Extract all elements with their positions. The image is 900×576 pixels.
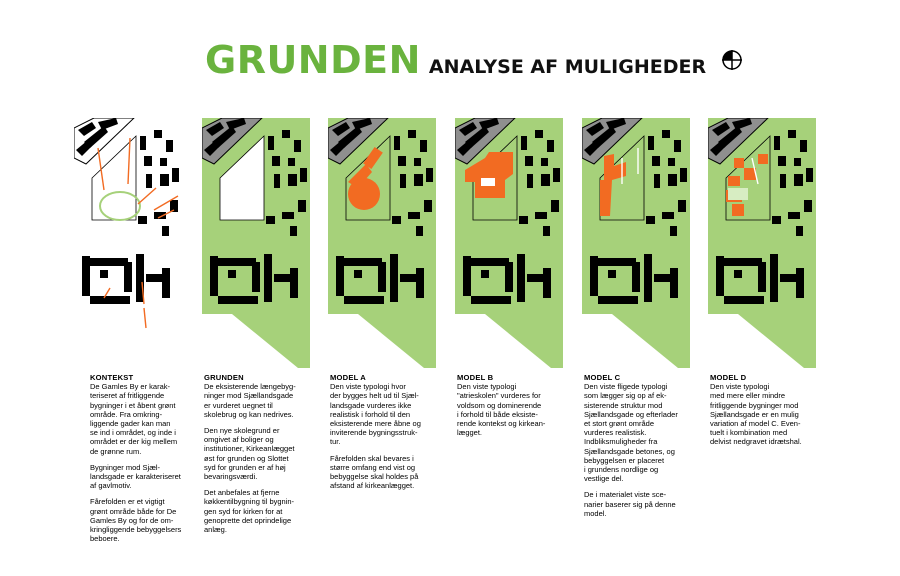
building <box>100 270 108 278</box>
column-paragraph: Fårefolden skal bevares i større omfang end vist og bebyggelse skal holdes på afstand af kirkeanlægget. <box>330 453 419 491</box>
building <box>282 212 294 219</box>
column-paragraph: Det anbefales at fjerne køkkentilbygning til bygnin- gen syd for kirken for at genoprette det oprindelige anlæg. <box>204 488 295 535</box>
column-paragraph: Den viste typologi hvor der bygges helt ud til Sjæl- landsgade vurderes ikke realistisk i forhold til den eksisterende mere åbne og inviterende bygningsstruk- tur. <box>330 382 421 447</box>
building <box>590 256 598 296</box>
building <box>644 254 652 302</box>
title-sub: ANALYSE AF MULIGHEDER <box>428 56 707 78</box>
building <box>662 212 674 219</box>
view-arrow <box>128 138 130 184</box>
sunken-sports-hall <box>728 188 748 200</box>
building <box>82 256 90 296</box>
building <box>804 200 812 212</box>
building <box>598 296 638 304</box>
site-plan-grunden <box>202 118 310 368</box>
site-plan-model-b <box>455 118 563 368</box>
building <box>414 158 421 166</box>
building <box>146 174 152 188</box>
view-arrow <box>138 188 156 204</box>
proposed-building <box>348 178 380 210</box>
building <box>527 174 533 188</box>
building <box>652 156 660 166</box>
building <box>390 254 398 302</box>
building <box>344 258 382 266</box>
building <box>162 268 170 298</box>
building <box>670 226 677 236</box>
building <box>288 158 295 166</box>
building <box>678 200 686 212</box>
building <box>780 274 798 282</box>
building <box>288 174 297 186</box>
building <box>527 274 545 282</box>
building <box>252 262 260 292</box>
column-heading: GRUNDEN <box>204 373 244 382</box>
building <box>794 174 803 186</box>
building <box>90 296 130 304</box>
column-paragraph: Den viste typologi med mere eller mindre fritliggende bygninger mod Sjællandsgade er en mulig variation af model C. Even- tuelt i kombination med delvist nedgravet idrætshal. <box>710 382 802 447</box>
column-heading: MODEL D <box>710 373 747 382</box>
building <box>806 168 813 182</box>
column-paragraph: Bygninger mod Sjæl- landsgade er karakteriseret af gavlmotiv. <box>90 462 181 491</box>
building <box>547 140 554 152</box>
building <box>646 216 655 224</box>
building <box>670 268 678 298</box>
building <box>408 212 420 219</box>
building <box>535 212 547 219</box>
site-plan-model-c <box>582 118 690 368</box>
building <box>463 256 471 296</box>
building <box>300 168 307 182</box>
building <box>654 274 672 282</box>
building <box>598 258 636 266</box>
building <box>632 262 640 292</box>
column-paragraph: De eksisterende længebyg- ninger mod Sjællandsgade er vurderet uegnet til skolebrug og kan nedrives. <box>204 382 296 419</box>
text-column-model-b <box>457 373 581 444</box>
site-plan-model-d <box>708 118 816 368</box>
column-heading: MODEL C <box>584 373 621 382</box>
building <box>146 274 164 282</box>
building <box>772 216 781 224</box>
building <box>471 258 509 266</box>
building <box>778 156 786 166</box>
building <box>543 226 550 236</box>
building <box>392 216 401 224</box>
building <box>416 268 424 298</box>
building <box>517 254 525 302</box>
building <box>264 254 272 302</box>
building <box>290 268 298 298</box>
building <box>290 226 297 236</box>
building <box>551 200 559 212</box>
building <box>162 226 169 236</box>
building <box>654 174 660 188</box>
text-column-model-d <box>710 373 834 454</box>
building <box>144 156 152 166</box>
building <box>788 130 796 138</box>
building <box>521 136 527 150</box>
site-plan-model-a <box>328 118 436 368</box>
building <box>674 140 681 152</box>
building <box>408 130 416 138</box>
column-paragraph: De i materialet viste sce- narier baserer sig på denne model. <box>584 490 676 518</box>
building <box>553 168 560 182</box>
column-heading: MODEL B <box>457 373 494 382</box>
building <box>394 136 400 150</box>
column-paragraph: Den nye skolegrund er omgivet af boliger og institutioner, Kirkeanlægget øst for grunden og Slottet syd for grunden er af høj bevaringsværdi. <box>204 426 295 482</box>
text-column-model-c <box>584 373 708 525</box>
building <box>608 270 616 278</box>
building <box>774 136 780 150</box>
building <box>543 268 551 298</box>
building <box>426 168 433 182</box>
column-heading: MODEL A <box>330 373 366 382</box>
building <box>648 136 654 150</box>
building <box>172 168 179 182</box>
text-column-model-a <box>330 373 454 497</box>
building <box>541 158 548 166</box>
building <box>400 174 406 188</box>
page-title <box>205 38 706 82</box>
building <box>794 158 801 166</box>
text-column-kontekst <box>90 373 214 550</box>
building <box>282 130 290 138</box>
building <box>780 174 786 188</box>
building <box>471 296 511 304</box>
building <box>354 270 362 278</box>
proposed-building <box>728 176 740 186</box>
building <box>218 258 256 266</box>
column-paragraph: De Gamles By er karak- teriseret af fritliggende bygninger i et åbent grønt område. Fra omkring- liggende gader kan man se ind i området, og inde i området er der kig mellem de grønne rum. <box>90 382 178 456</box>
building <box>274 274 292 282</box>
building <box>770 254 778 302</box>
building <box>266 216 275 224</box>
building <box>298 200 306 212</box>
building <box>796 268 804 298</box>
building <box>398 156 406 166</box>
building <box>505 262 513 292</box>
building <box>274 174 280 188</box>
building <box>680 168 687 182</box>
building <box>90 258 128 266</box>
building <box>716 256 724 296</box>
building <box>662 130 670 138</box>
building <box>166 140 173 152</box>
proposed-building <box>734 158 744 168</box>
text-column-grunden <box>204 373 328 541</box>
building <box>218 296 258 304</box>
building <box>160 158 167 166</box>
proposed-building <box>758 154 768 164</box>
building <box>124 262 132 292</box>
column-heading: KONTEKST <box>90 373 134 382</box>
building <box>481 270 489 278</box>
building <box>154 130 162 138</box>
building <box>724 258 762 266</box>
building <box>535 130 543 138</box>
building <box>668 174 677 186</box>
building <box>519 216 528 224</box>
building <box>138 216 147 224</box>
column-paragraph: Den viste typologi "atrieskolen" vurderes for voldsom og dominerende i forhold til både eksiste- rende kontekst og kirkean- lægget. <box>457 382 546 438</box>
building <box>734 270 742 278</box>
view-arrow <box>144 308 146 328</box>
building <box>796 226 803 236</box>
building <box>336 256 344 296</box>
column-paragraph: Fårefolden er et vigtigt grønt område både for De Gamles By og for de om- kringliggende bebyggelsers beboere. <box>90 497 182 544</box>
building <box>228 270 236 278</box>
building <box>294 140 301 152</box>
building <box>416 226 423 236</box>
building <box>140 136 146 150</box>
building <box>788 212 800 219</box>
proposed-building <box>732 204 744 216</box>
building <box>525 156 533 166</box>
building <box>272 156 280 166</box>
green-space-outline <box>100 192 140 220</box>
building <box>420 140 427 152</box>
building <box>668 158 675 166</box>
building <box>541 174 550 186</box>
building <box>160 174 169 186</box>
building <box>378 262 386 292</box>
building <box>414 174 423 186</box>
building <box>210 256 218 296</box>
title-main: GRUNDEN <box>205 38 421 82</box>
site-plan-kontekst <box>74 118 182 368</box>
column-paragraph: Den viste fligede typologi som lægger sig op af ek- sisterende struktur mod Sjællandsgade og efterlader et stort grønt område vurderes realistisk. Indbliksmuligheder fra Sjællandsgade betones, og bebyggelsen er placeret i grundens nordlige og vestlige del. <box>584 382 678 484</box>
building <box>344 296 384 304</box>
atrium <box>481 178 495 186</box>
building <box>758 262 766 292</box>
building <box>800 140 807 152</box>
building <box>268 136 274 150</box>
building <box>400 274 418 282</box>
building <box>724 296 764 304</box>
view-arrow <box>98 148 104 190</box>
north-compass-icon <box>721 49 743 76</box>
building <box>424 200 432 212</box>
